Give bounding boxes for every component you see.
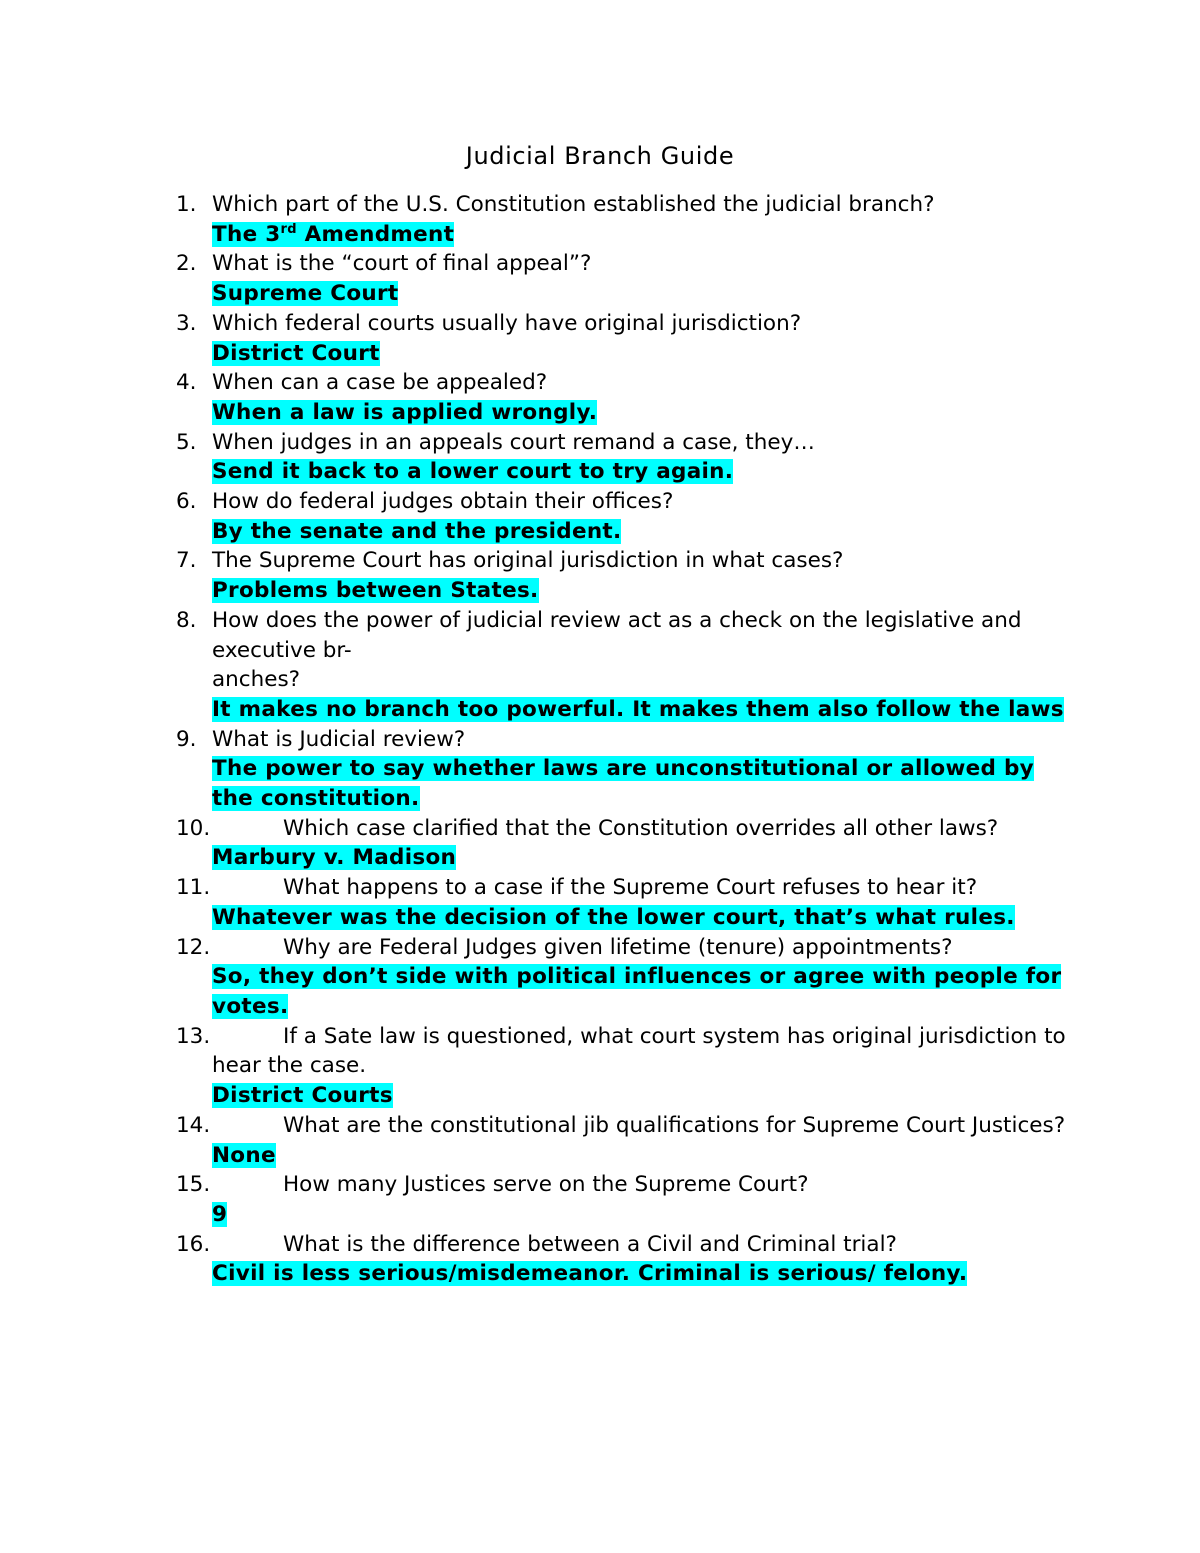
answer-highlight: Problems between States. [212,578,539,604]
list-item [176,249,1066,308]
question-text: If a Sate law is questioned, what court system has original jurisdiction to hear the case. [212,1023,1066,1079]
item-number: 9. [176,726,197,752]
question-text: What is the difference between a Civil and Criminal trial? [283,1231,897,1257]
answer-text [212,339,1066,369]
question-text-line1: How does the power of judicial review act as a check on the legislative and executive br- [212,607,1022,663]
list-item [176,368,1066,427]
list-item [176,1111,1066,1170]
list-item [176,814,1066,873]
list-item [176,546,1066,605]
answer-highlight: When a law is applied wrongly. [212,399,598,425]
answer-superscript: rd [280,221,297,237]
item-number: 16. [176,1231,211,1257]
question-text: When can a case be appealed? [212,370,548,396]
item-number: 7. [176,548,197,574]
document-title: Judicial Branch Guide [465,142,735,170]
list-item [176,933,1066,1022]
item-number: 2. [176,251,197,277]
question-text: Which part of the U.S. Constitution established the judicial branch? [212,192,935,217]
answer-highlight: 9 [212,1201,228,1227]
item-number: 12. [176,934,211,960]
answer-text [212,1141,1066,1171]
answer-text [212,220,1066,250]
answer-highlight: Marbury v. Madison [212,845,457,871]
item-number: 1. [176,192,197,217]
question-text: Which case clarified that the Constitution overrides all other laws? [283,815,999,841]
list-item [176,1170,1066,1229]
answer-highlight: Whatever was the decision of the lower court, that’s what rules. [212,904,1015,930]
item-number: 13. [176,1023,211,1049]
list-item [176,428,1066,487]
item-number: 5. [176,429,197,455]
answer-text [212,576,1066,606]
question-text: What are the constitutional jib qualifications for Supreme Court Justices? [283,1112,1066,1138]
question-text: How do federal judges obtain their offices? [212,489,674,515]
answer-text [212,279,1066,309]
item-number: 6. [176,489,197,515]
question-list [176,190,1066,1289]
list-item [176,606,1066,725]
question-text: Which federal courts usually have original jurisdiction? [212,310,802,336]
question-text: Why are Federal Judges given lifetime (tenure) appointments? [283,934,953,960]
item-number: 4. [176,370,197,396]
list-item [176,725,1066,814]
list-item [176,873,1066,932]
question-text: What happens to a case if the Supreme Court refuses to hear it? [283,875,978,901]
answer-highlight: By the senate and the president. [212,518,622,544]
item-number: 8. [176,607,197,633]
answer-highlight: It makes no branch too powerful. It makes them also follow the laws [212,696,1064,722]
list-item [176,1022,1066,1111]
answer-highlight: District Court [212,340,380,366]
list-item [176,487,1066,546]
question-text: The Supreme Court has original jurisdiction in what cases? [212,548,844,574]
answer-text [212,1200,1066,1230]
answer-text [212,962,1066,1021]
answer-text [212,517,1066,547]
answer-highlight: None [212,1142,276,1168]
answer-highlight: District Courts [212,1083,393,1109]
answer-text [212,1259,1066,1289]
answer-text [212,903,1066,933]
answer-text [212,457,1066,487]
answer-suffix: Amendment [296,221,455,247]
answer-highlight: Supreme Court [212,281,399,307]
answer-highlight [212,222,454,247]
question-text: How many Justices serve on the Supreme Court? [283,1172,809,1198]
answer-highlight: So, they don’t side with political influences or agree with people for votes. [212,964,1062,1019]
answer-highlight: Send it back to a lower court to try again. [212,459,734,485]
answer-text [212,843,1066,873]
answer-text [212,1081,1066,1111]
question-text: When judges in an appeals court remand a case, they… [212,429,815,455]
answer-prefix: The 3 [212,221,281,247]
list-item [176,1230,1066,1289]
question-text-line2: anches? [212,667,301,693]
item-number: 3. [176,310,197,336]
item-number: 15. [176,1172,211,1198]
answer-text [212,754,1066,813]
answer-text [212,695,1066,725]
answer-highlight: Civil is less serious/misdemeanor. Criminal is serious/ felony. [212,1261,968,1287]
item-number: 14. [176,1112,211,1138]
question-text: What is Judicial review? [212,726,466,752]
item-number: 10. [176,815,211,841]
answer-highlight: The power to say whether laws are unconstitutional or allowed by the constitution. [212,756,1034,812]
answer-text [212,398,1066,428]
list-item [176,309,1066,368]
item-number: 11. [176,875,211,901]
list-item [176,190,1066,249]
question-text: What is the “court of final appeal”? [212,251,592,277]
